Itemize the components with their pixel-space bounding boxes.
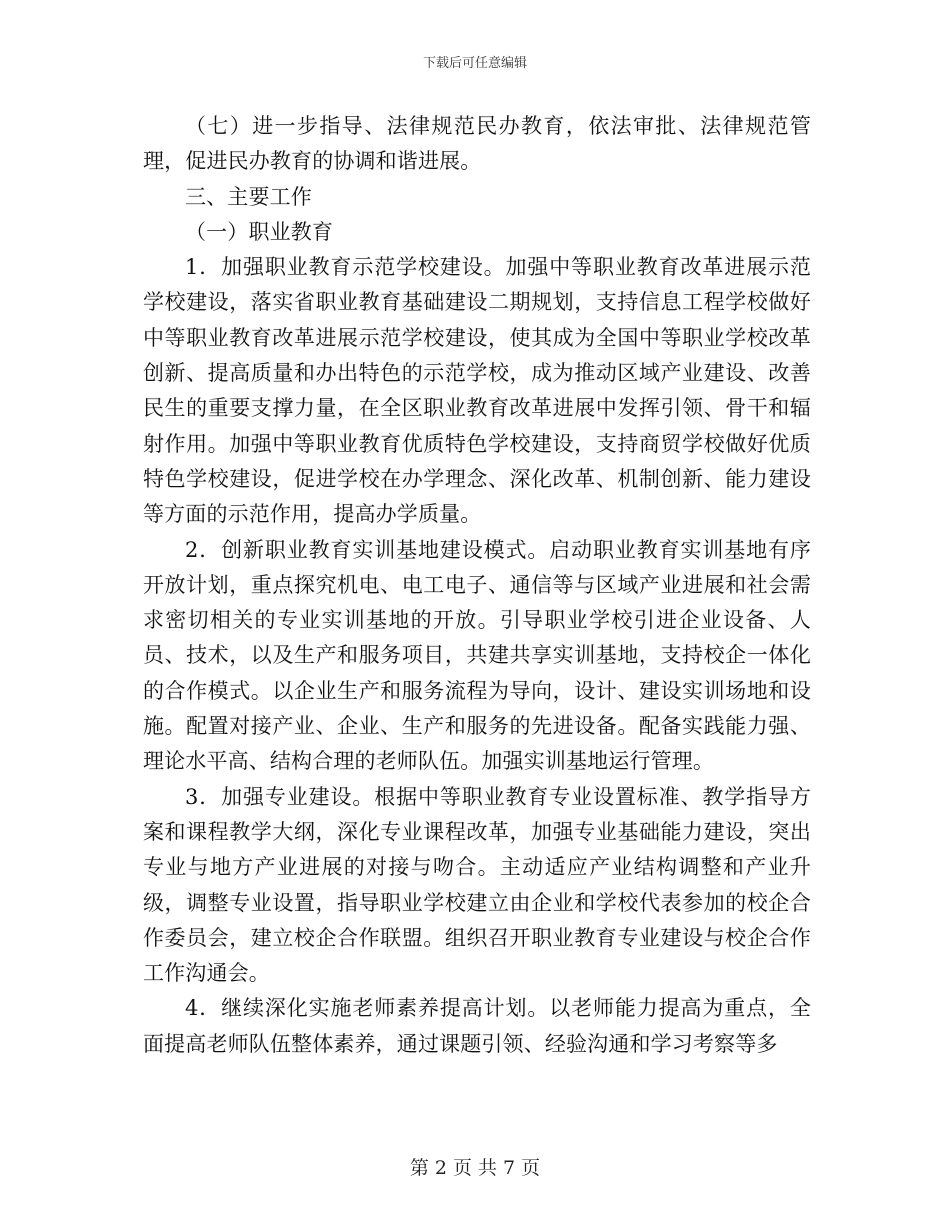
page-header-note: 下载后可任意编辑 xyxy=(422,56,527,71)
paragraph: 1．加强职业教育示范学校建设。加强中等职业教育改革进展示范学校建设，落实省职业教育基础建设二期规划，支持信息工程学校做好中等职业教育改革进展示范学校建设，使其成为全国中等职业学校改革创新、提高质量和办出特色的示范学校，成为推动区域产业建设、改善民生的重要支撑力量，在全区职业教育改革进展中发挥引领、骨干和辐射作用。加强中等职业教育优质特色学校建设，支持商贸学校做好优质特色学校建设，促进学校在办学理念、深化改革、机制创新、能力建设等方面的示范作用，提高办学质量。 xyxy=(143,255,811,527)
paragraph: （七）进一步指导、法律规范民办教育，依法审批、法律规范管理，促进民办教育的协调和谐进展。 xyxy=(143,114,811,174)
paragraph: 3．加强专业建设。根据中等职业教育专业设置标准、教学指导方案和课程教学大纲，深化专业课程改革，加强专业基础能力建设，突出专业与地方产业进展的对接与吻合。主动适应产业结构调整和产业升级，调整专业设置，指导职业学校建立由企业和学校代表参加的校企合作委员会，建立校企合作联盟。组织召开职业教育专业建设与校企合作工作沟通会。 xyxy=(143,784,811,986)
paragraph: 2．创新职业教育实训基地建设模式。启动职业教育实训基地有序开放计划，重点探究机电、电工电子、通信等与区域产业进展和社会需求密切相关的专业实训基地的开放。引导职业学校引进企业设备、人员、技术，以及生产和服务项目，共建共享实训基地，支持校企一体化的合作模式。以企业生产和服务流程为导向，设计、建设实训场地和设施。配置对接产业、企业、生产和服务的先进设备。配备实践能力强、理论水平高、结构合理的老师队伍。加强实训基地运行管理。 xyxy=(143,537,811,774)
section-heading: 三、主要工作 xyxy=(185,184,312,209)
subsection-heading: （一）职业教育 xyxy=(185,219,334,244)
page-number: 第 2 页 共 7 页 xyxy=(409,1157,541,1179)
paragraph: 4．继续深化实施老师素养提高计划。以老师能力提高为重点，全面提高老师队伍整体素养，通过课题引领、经验沟通和学习考察等多 xyxy=(143,996,811,1056)
document-body xyxy=(143,109,811,1062)
